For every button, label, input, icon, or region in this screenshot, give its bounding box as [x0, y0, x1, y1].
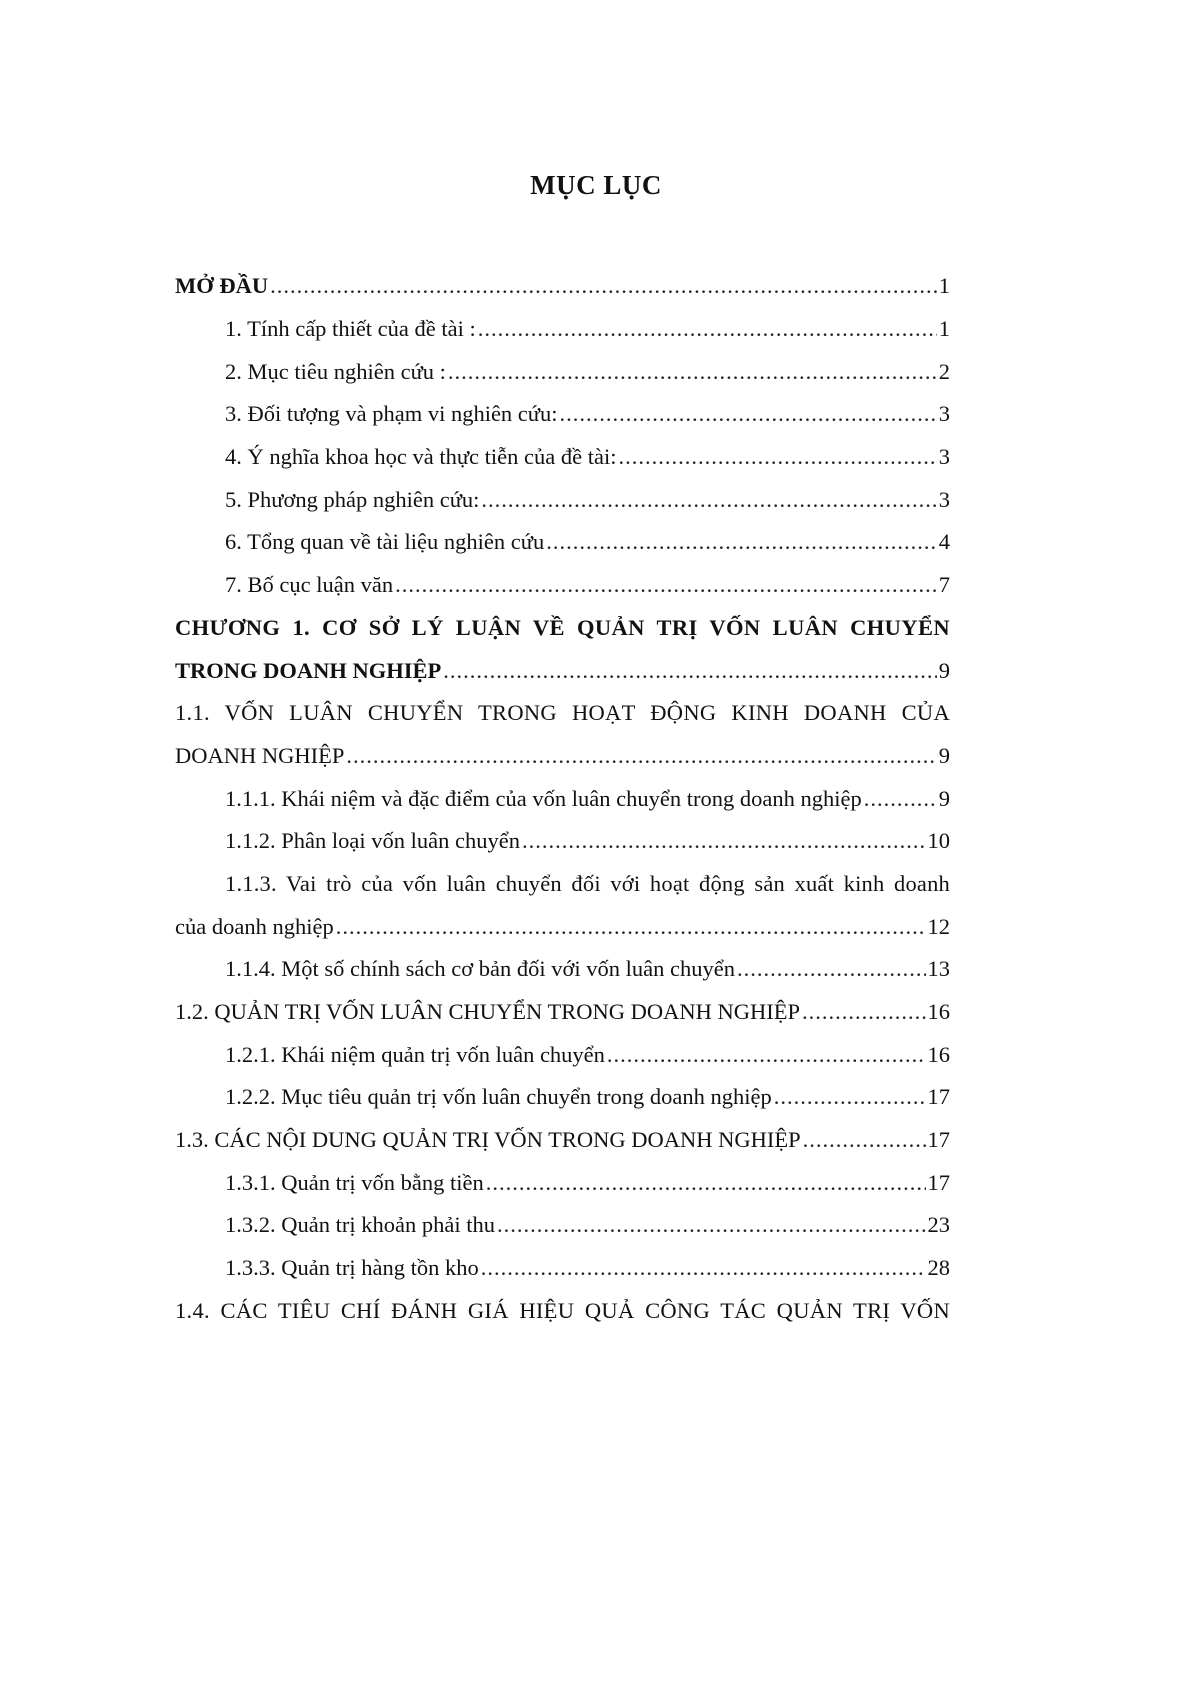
toc-page-number: 1 [938, 273, 950, 299]
toc-entry[interactable] [175, 1033, 950, 1076]
leader-dots [774, 1084, 926, 1110]
leader-dots [346, 743, 936, 769]
leader-dots [481, 1255, 926, 1281]
leader-dots [560, 401, 937, 427]
leader-dots [481, 487, 936, 513]
toc-entry-text: 1.1.1. Khái niệm và đặc điểm của vốn luân chuyển trong doanh nghiệp [225, 785, 862, 811]
leader-dots [448, 359, 937, 385]
toc-entry-text: 1.1.2. Phân loại vốn luân chuyển [225, 828, 520, 854]
toc-page-number: 1 [938, 316, 950, 342]
toc-page-number: 13 [927, 956, 950, 982]
toc-entry-text: CHƯƠNG 1. CƠ SỞ LÝ LUẬN VỀ QUẢN TRỊ VỐN LUÂN CHUYỂN [175, 614, 950, 640]
toc-entry-text: 7. Bố cục luận văn [225, 572, 394, 598]
toc-page-number: 16 [927, 999, 950, 1025]
toc-entry-text: TRONG DOANH NGHIỆP [175, 657, 442, 683]
toc-entry[interactable] [175, 1247, 950, 1290]
toc-page-number: 3 [938, 444, 950, 470]
leader-dots [546, 529, 937, 555]
toc-section-1-3[interactable] [175, 1119, 950, 1162]
toc-entry-text: 1.4. CÁC TIÊU CHÍ ĐÁNH GIÁ HIỆU QUẢ CÔNG TÁC QUẢN TRỊ VỐN [175, 1297, 950, 1323]
toc-entry-text: 1.1.3. Vai trò của vốn luân chuyển đối với hoạt động sản xuất kinh doanh [225, 870, 950, 896]
toc-entry-text: 5. Phương pháp nghiên cứu: [225, 486, 480, 512]
toc-entry-text: 1. Tính cấp thiết của đề tài : [225, 316, 476, 342]
toc-entry[interactable] [175, 777, 950, 820]
toc-entry-text: 1.1.4. Một số chính sách cơ bản đối với vốn luân chuyển [225, 956, 735, 982]
leader-dots [336, 914, 926, 940]
toc-entry-mo-dau[interactable] [175, 265, 950, 308]
toc-entry[interactable] [175, 478, 950, 521]
toc-section-1-4[interactable] [175, 1290, 950, 1333]
toc-entry-text: 1.2.2. Mục tiêu quản trị vốn luân chuyển trong doanh nghiệp [225, 1084, 772, 1110]
toc-entry-text: của doanh nghiệp [175, 913, 334, 939]
toc-entry[interactable] [175, 820, 950, 863]
toc-page-number: 3 [938, 401, 950, 427]
toc-entry[interactable] [175, 393, 950, 436]
toc-page-number: 16 [927, 1041, 950, 1067]
toc-entry-text: 4. Ý nghĩa khoa học và thực tiễn của đề tài: [225, 444, 617, 470]
toc-page-number: 4 [938, 529, 950, 555]
toc-page-number: 28 [927, 1255, 950, 1281]
leader-dots [270, 273, 937, 299]
toc-section-1-1-cont[interactable] [175, 735, 950, 778]
toc-section-1-1[interactable] [175, 692, 950, 735]
toc-entry-text: 2. Mục tiêu nghiên cứu : [225, 358, 446, 384]
toc-entry-text: 1.3.3. Quản trị hàng tồn kho [225, 1255, 479, 1281]
toc-page-number: 9 [938, 742, 950, 768]
toc-entry-text: 1.3.1. Quản trị vốn bằng tiền [225, 1169, 484, 1195]
page-title: MỤC LỤC [530, 170, 662, 200]
table-of-contents [175, 265, 950, 1332]
toc-entry[interactable] [175, 948, 950, 991]
toc-page-number: 3 [938, 486, 950, 512]
toc-entry[interactable] [175, 521, 950, 564]
toc-entry-text: DOANH NGHIỆP [175, 742, 345, 768]
leader-dots [803, 1127, 926, 1153]
toc-page-number: 17 [927, 1169, 950, 1195]
leader-dots [802, 999, 926, 1025]
leader-dots [737, 956, 926, 982]
leader-dots [395, 572, 937, 598]
toc-entry[interactable] [175, 564, 950, 607]
toc-page-number: 7 [938, 572, 950, 598]
toc-chapter-1-heading[interactable] [175, 607, 950, 650]
toc-entry-text: 1.2. QUẢN TRỊ VỐN LUÂN CHUYỂN TRONG DOANH NGHIỆP [175, 999, 800, 1025]
toc-entry-cont[interactable] [175, 905, 950, 948]
toc-entry-text: 1.2.1. Khái niệm quản trị vốn luân chuyển [225, 1041, 605, 1067]
toc-entry[interactable] [175, 350, 950, 393]
leader-dots [864, 786, 937, 812]
toc-entry[interactable] [175, 1161, 950, 1204]
toc-entry-text: 6. Tổng quan về tài liệu nghiên cứu [225, 529, 545, 555]
toc-page-number: 2 [938, 358, 950, 384]
toc-section-1-2[interactable] [175, 991, 950, 1034]
toc-entry[interactable] [175, 436, 950, 479]
toc-entry-text: 3. Đối tượng và phạm vi nghiên cứu: [225, 401, 558, 427]
toc-entry[interactable] [175, 863, 950, 906]
leader-dots [618, 444, 936, 470]
toc-page-number: 17 [927, 1127, 950, 1153]
toc-entry[interactable] [175, 1076, 950, 1119]
toc-page-number: 17 [927, 1084, 950, 1110]
leader-dots [607, 1042, 926, 1068]
toc-page-number: 10 [927, 828, 950, 854]
toc-entry-text: 1.3.2. Quản trị khoản phải thu [225, 1212, 495, 1238]
leader-dots [497, 1212, 926, 1238]
leader-dots [486, 1170, 926, 1196]
toc-chapter-1-heading-cont[interactable] [175, 649, 950, 692]
toc-page-number: 23 [927, 1212, 950, 1238]
toc-entry-text: MỞ ĐẦU [175, 273, 269, 299]
toc-page-number: 9 [938, 785, 950, 811]
toc-entry-text: 1.1. VỐN LUÂN CHUYỂN TRONG HOẠT ĐỘNG KINH DOANH CỦA [175, 700, 950, 726]
toc-entry[interactable] [175, 308, 950, 351]
toc-page-number: 12 [927, 913, 950, 939]
leader-dots [478, 316, 937, 342]
leader-dots [443, 658, 936, 684]
toc-entry[interactable] [175, 1204, 950, 1247]
toc-page-number: 9 [938, 657, 950, 683]
leader-dots [522, 828, 926, 854]
toc-entry-text: 1.3. CÁC NỘI DUNG QUẢN TRỊ VỐN TRONG DOANH NGHIỆP [175, 1127, 801, 1153]
